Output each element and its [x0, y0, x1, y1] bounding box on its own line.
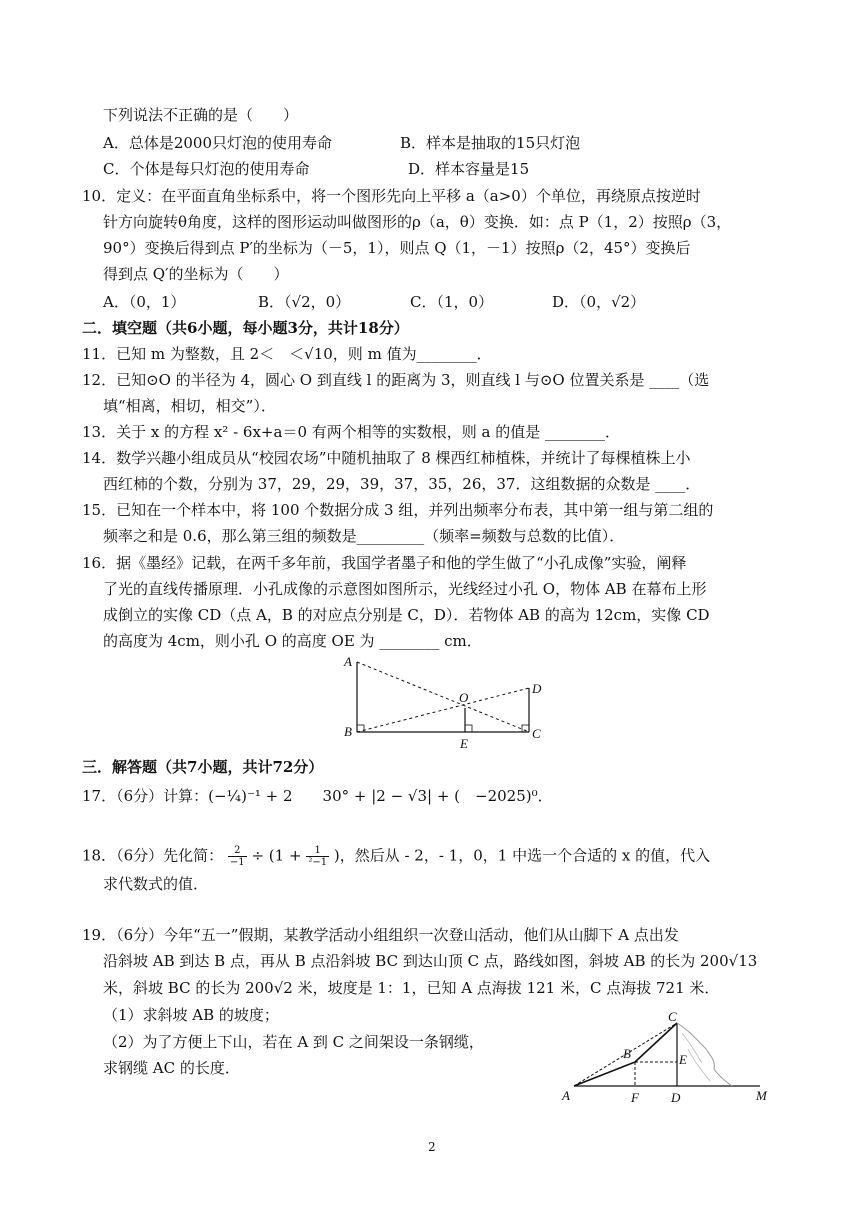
label-b: B — [623, 1046, 631, 1061]
q14-line1: 14．数学兴趣小组成员从“校园农场”中随机抽取了 8 棵西红柿植株，并统计了每棵植株上小 — [82, 449, 691, 467]
q9-option-a: A．总体是2000只灯泡的使用寿命 — [103, 134, 333, 152]
section-3-heading: 三．解答题（共7小题，共计72分） — [82, 758, 324, 776]
light-ray-bd — [357, 688, 529, 732]
label-a: A — [344, 654, 352, 669]
pinhole-figure — [335, 652, 555, 752]
q17: 17．（6分）计算：(−¼)⁻¹ + 2 30° + |2 − √3| + ( −2025)⁰． — [82, 787, 553, 805]
q18-prefix: 18．（6分）先化简： — [82, 846, 224, 865]
q12-line2: 填“相离，相切，相交”）． — [103, 397, 276, 415]
q9-option-c: C．个体是每只灯泡的使用寿命 — [103, 160, 310, 178]
label-f: F — [631, 1090, 639, 1105]
q9-stem: 下列说法不正确的是（ ） — [103, 106, 299, 124]
section-2-heading: 二．填空题（共6小题，每小题3分，共计18分） — [82, 319, 409, 337]
slope-ab — [574, 1062, 635, 1086]
q15-line1: 15．已知在一个样本中，将 100 个数据分成 3 组，并列出频率分布表，其中第一组与第二组的 — [82, 501, 714, 519]
q18-line1 — [82, 845, 710, 868]
q9-option-d: D．样本容量是15 — [408, 160, 530, 178]
q10-option-a: A．（0，1） — [103, 293, 186, 311]
q14-line2: 西红柿的个数，分别为 37，29，29，39，37，35，26，37．这组数据的众数是 ____． — [103, 475, 701, 493]
q19-sub2b: 求钢缆 AC 的长度． — [103, 1059, 240, 1077]
q18-fraction-1 — [228, 845, 247, 868]
slope-bc — [635, 1023, 677, 1062]
light-ray-ac — [357, 662, 529, 732]
q16-line2: 了光的直线传播原理．小孔成像的示意图如图所示，光线经过小孔 O，物体 AB 在幕布上形 — [103, 580, 707, 598]
q19-line2: 沿斜坡 AB 到达 B 点，再从 B 点沿斜坡 BC 到达山顶 C 点，路线如图，斜坡 AB 的长为 200√13 — [103, 952, 758, 970]
q18-mid: ÷ (1 + — [251, 846, 302, 865]
q9-option-b: B．样本是抽取的15只灯泡 — [400, 134, 581, 152]
q16-line1: 16．据《墨经》记载，在两千多年前，我国学者墨子和他的学生做了“小孔成像”实验，阐释 — [82, 554, 687, 572]
q10-option-c: C．（1，0） — [410, 293, 494, 311]
q18-frac1-den: −1 — [229, 857, 245, 868]
q19-sub1: （1）求斜坡 AB 的坡度； — [103, 1006, 279, 1024]
right-angle-e — [465, 725, 472, 732]
q10-line4: 得到点 Q′的坐标为（ ） — [103, 265, 289, 283]
q10-option-d: D．（0，√2） — [552, 293, 646, 311]
q18-suffix: )，然后从 - 2，- 1，0，1 中选一个合适的 x 的值，代入 — [333, 846, 711, 865]
q18-frac2-den: ²−1 — [308, 857, 328, 868]
q19-line1: 19．（6分）今年“五一”假期，某教学活动小组组织一次登山活动，他们从山脚下 A 点出发 — [82, 926, 679, 944]
q19-sub2a: （2）为了方便上下山，若在 A 到 C 之间架设一条钢缆， — [103, 1033, 484, 1051]
page-number: 2 — [428, 1140, 436, 1154]
label-b: B — [344, 724, 352, 739]
q13: 13．关于 x 的方程 x² - 6x+a＝0 有两个相等的实数根，则 a 的值是 ________． — [82, 423, 621, 441]
q18-frac2-num: 1 — [306, 845, 329, 857]
label-d: D — [532, 681, 542, 696]
q10-line1: 10．定义：在平面直角坐标系中，将一个图形先向上平移 a（a>0）个单位，再绕原点按逆时 — [82, 187, 701, 205]
q18-line2: 求代数式的值． — [103, 875, 209, 893]
mountain-figure — [560, 1005, 780, 1110]
label-e: E — [460, 736, 468, 751]
q15-line2: 频率之和是 0.6，那么第三组的频数是_________（频率=频数与总数的比值）． — [103, 527, 625, 545]
q16-line3: 成倒立的实像 CD（点 A，B 的对应点分别是 C，D）．若物体 AB 的高为 12cm，实像 CD — [103, 606, 710, 624]
label-a: A — [562, 1088, 570, 1103]
label-o: O — [459, 690, 469, 705]
q10-line2: 针方向旋转θ角度，这样的图形运动叫做图形的ρ（a，θ）变换．如：点 P（1，2）按照ρ（3， — [103, 213, 732, 231]
label-e: E — [679, 1052, 687, 1067]
q18-frac1-num: 2 — [228, 845, 247, 857]
label-c: C — [532, 726, 541, 741]
q12-line1: 12．已知⊙O 的半径为 4，圆心 O 到直线 l 的距离为 3，则直线 l 与⊙O 位置关系是 ____（选 — [82, 371, 710, 389]
q18-fraction-2 — [306, 845, 329, 868]
label-m: M — [756, 1088, 767, 1103]
q10-option-b: B．（√2，0） — [258, 293, 351, 311]
q16-line4: 的高度为 4cm，则小孔 O 的高度 OE 为 ________ cm． — [103, 632, 482, 650]
q19-line3: 米，斜坡 BC 的长为 200√2 米，坡度是 1：1，已知 A 点海拔 121 米，C 点海拔 721 米． — [103, 979, 720, 997]
q11: 11．已知 m 为整数，且 2＜ ＜√10，则 m 值为________． — [82, 345, 492, 363]
label-c: C — [668, 1009, 677, 1024]
label-d: D — [671, 1090, 681, 1105]
q10-line3: 90°）变换后得到点 P′的坐标为（－5，1），则点 Q（1，－1）按照ρ（2，45°）变换后 — [103, 239, 691, 257]
